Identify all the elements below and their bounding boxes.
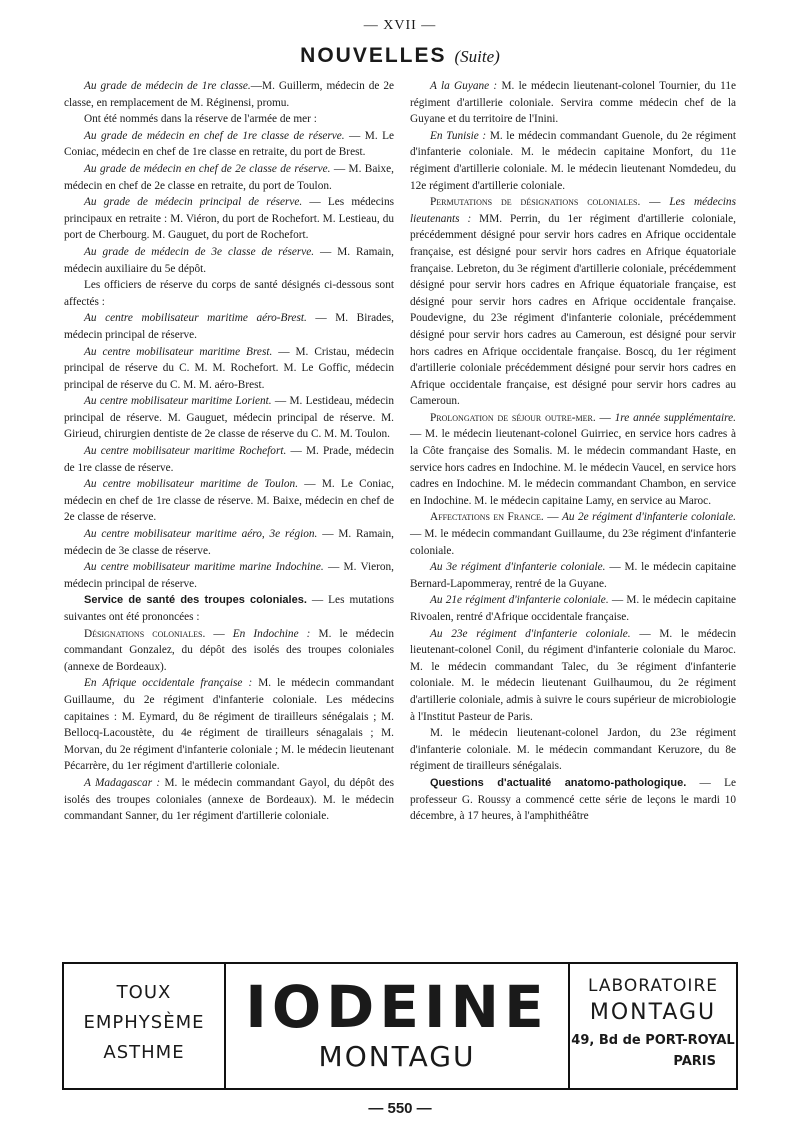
paragraph-text: — M. Vieron, médecin principal de réserve.	[64, 561, 394, 590]
paragraph-text: — Le professeur G. Roussy a commencé cette série de leçons le mardi 10 décembre, à 17 heures, à l'amphithéâtre	[410, 776, 736, 823]
paragraph-heading: Au grade de médecin de 1re classe.	[84, 80, 251, 92]
paragraph-heading: 1re année supplémentaire.	[614, 411, 736, 424]
paragraph	[64, 775, 394, 825]
paragraph-heading: Désignations coloniales.	[84, 627, 206, 640]
paragraph	[64, 476, 394, 526]
paragraph-text: M. le médecin commandant Gayol, du dépôt des isolés des troupes coloniales (annexe de Bordeaux). M. le médecin commandant Sanner, du 1er régiment d'artillerie coloniale.	[64, 776, 394, 823]
paragraph-text: M. le médecin commandant Guillaume, du 2e régiment d'infanterie coloniale. Les médecins capitaines : M. Eymard, du 8e régiment de tirailleurs sénégalais ; M. Bellocq-Lacoustète, du 4e régiment de tirailleurs sénagalais ; M. Morvan, du 2e régiment d'infanterie coloniale ; M. le médecin lieutenant Pécarrère, du 1er régiment d'artillerie coloniale.	[64, 677, 394, 773]
ad-indications	[64, 964, 226, 1088]
page-header-roman: — XVII —	[363, 18, 437, 33]
paragraph-heading: Affectations en France.	[430, 511, 544, 524]
paragraph	[64, 526, 394, 559]
paragraph	[64, 244, 394, 277]
paragraph-heading: Au grade de médecin en chef de 2e classe de réserve.	[84, 162, 331, 175]
paragraph	[64, 310, 394, 343]
paragraph-heading: Au grade de médecin de 3e classe de réserve.	[84, 245, 315, 258]
paragraph	[64, 393, 394, 443]
paragraph-text: — M. Ramain, médecin auxiliaire du 5e dépôt.	[64, 245, 394, 275]
paragraph-text: —	[640, 196, 670, 209]
paragraph-heading: Au 2e régiment d'infanterie coloniale.	[561, 511, 736, 524]
paragraph-heading: Au 21e régiment d'infanterie coloniale.	[430, 594, 609, 607]
paragraph-text: MM. Perrin, du 1er régiment d'artillerie coloniale, précédemment désigné pour servir hors cadres en Afrique occidentale française, est désigné pour servir hors cadres en Afrique équatoriale française. Lebreton, du 3e régiment d'artillerie coloniale, précédemment désigné pour servir hors cadres en Afrique équatoriale française, est désigné pour servir hors cadres en Afrique occidentale française. Poudevigne, du 23e régiment d'infanterie coloniale, précédemment désigné pour servir hors cadres au Cameroun, est désigné pour servir hors cadres en Afrique occidentale française. Boscq, du 1er régiment d'artillerie coloniale précédemment désigné pour servir hors cadres en Afrique occidentale française, est désigné pour servir hors cadres au Cameroun.	[410, 212, 736, 408]
paragraph-text: M. le médecin lieutenant-colonel Jardon, du 23e régiment d'infanterie coloniale. M. le médecin commandant Keruzore, du 8e régiment de tirailleurs sénégalais.	[410, 727, 736, 773]
paragraph-heading: Au centre mobilisateur maritime Lorient.	[84, 395, 272, 408]
paragraph	[410, 725, 736, 775]
paragraph-heading: A Madagascar :	[84, 776, 161, 789]
paragraph-text: Les officiers de réserve du corps de santé désignés ci-dessous sont affectés :	[64, 279, 394, 308]
ad-brand-name: IODEINE	[245, 973, 549, 1041]
paragraph-text: — M. Birades, médecin principal de réserve.	[64, 312, 394, 341]
ad-brand	[226, 964, 570, 1088]
paragraph-heading: Les médecins lieutenants :	[410, 196, 736, 225]
paragraph	[64, 277, 394, 310]
advertisement-box	[62, 962, 738, 1090]
paragraph-text: —	[543, 511, 562, 524]
paragraph-text: —M. Guillerm, médecin de 2e classe, en remplacement de M. Réginensi, promu.	[64, 80, 394, 109]
paragraph	[410, 626, 736, 726]
paragraph-heading: Au 3e régiment d'infanterie coloniale.	[430, 561, 606, 574]
paragraph	[410, 559, 736, 592]
paragraph-text: — M. Lestideau, médecin principal de réserve. M. Gauguet, médecin principal de réserve. M. Girieud, chirurgien dentiste de 2e classe de réserve du C. M. M. Toulon.	[64, 395, 394, 441]
paragraph-text: — M. Cristau, médecin principal de réserve du C. M. M. Rochefort. M. Le Goffic, médecin principal de réserve du C. M. M. aéro-Brest.	[64, 345, 394, 391]
paragraph	[64, 161, 394, 194]
paragraph	[410, 128, 736, 194]
paragraph-heading: En Tunisie :	[430, 129, 487, 142]
ad-lab-address: 49, Bd de PORT-ROYAL	[571, 1033, 735, 1048]
paragraph	[64, 194, 394, 244]
ad-indication-line: TOUX	[116, 982, 172, 1003]
paragraph-text: M. le médecin lieutenant-colonel Tournier, du 11e régiment d'artillerie coloniale. Servira comme médecin chef de la Guyane et du territoire de l'Inini.	[410, 80, 736, 126]
paragraph-heading: Service de santé des troupes coloniales.	[84, 594, 307, 607]
ad-indication-line: ASTHME	[103, 1042, 185, 1063]
ad-lab-label: LABORATOIRE	[588, 976, 718, 996]
paragraph-text: —	[595, 411, 615, 424]
paragraph-text: — M. Baixe, médecin en chef de 2e classe en retraite, du port de Toulon.	[64, 162, 394, 192]
ad-brand-sub: MONTAGU	[318, 1040, 476, 1073]
paragraph-text: — M. le médecin lieutenant-colonel Conil, du régiment d'infanterie coloniale du Maroc. M. le médecin commandant Talec, du 3e régiment d'infanterie coloniale. M. le médecin lieutenant Guilhaumou, du 2e régiment d'artillerie coloniale, admis à suivre le cours supérieur de microbiologie à l'Institut Pasteur de Paris.	[410, 627, 736, 723]
left-column	[64, 78, 394, 825]
right-column	[410, 78, 736, 825]
paragraph	[64, 128, 394, 161]
ad-indication-line: EMPHYSÈME	[83, 1012, 205, 1033]
paragraph-heading: Au centre mobilisateur maritime de Toulon.	[84, 478, 299, 491]
paragraph	[410, 194, 736, 410]
paragraph-text: — M. le médecin commandant Guillaume, du 23e régiment d'infanterie coloniale.	[410, 528, 736, 557]
paragraph-heading: Au centre mobilisateur maritime Brest.	[84, 345, 273, 358]
paragraph-text: — M. Le Coniac, médecin en chef de 1re classe de réserve. M. Baixe, médecin en chef de 2e classe de réserve.	[64, 478, 394, 524]
page-number: — 550 —	[368, 1100, 432, 1117]
paragraph	[64, 344, 394, 394]
section-title	[0, 44, 800, 68]
paragraph-text: Ont été nommés dans la réserve de l'armée de mer :	[84, 113, 317, 126]
paragraph	[410, 410, 736, 510]
paragraph	[410, 78, 736, 128]
paragraph-heading: Au centre mobilisateur maritime Rochefort.	[84, 445, 287, 458]
paragraph	[64, 626, 394, 676]
ad-laboratory	[570, 964, 736, 1088]
paragraph-heading: Au grade de médecin en chef de 1re classe de réserve.	[84, 129, 345, 142]
paragraph	[64, 675, 394, 775]
paragraph-text: — Les médecins principaux en retraite : M. Viéron, du port de Rochefort. M. Lestieau, du port de Cherbourg. M. Gauguet, du port de Rochefort.	[64, 196, 394, 242]
paragraph-heading: En Indochine :	[232, 627, 311, 640]
paragraph-heading: Au centre mobilisateur maritime aéro, 3e région.	[84, 528, 318, 541]
paragraph-text: M. le médecin commandant Guenole, du 2e régiment d'infanterie coloniale. M. le médecin capitaine Monfort, du 11e régiment d'artillerie coloniale. M. le médecin lieutenant Nomdedeu, du 12e régiment d'artillerie coloniale.	[410, 129, 737, 192]
paragraph-text: — M. le médecin lieutenant-colonel Guirriec, en service hors cadres à la Côte française des Somalis. M. le médecin commandant Haste, en service hors cadres en Indochine. M. le médecin Vaucel, en service hors cadres en Indochine. M. le médecin commandant Chambon, en service en Indochine. M. le médecin capitaine Lamy, en service au Maroc.	[410, 428, 736, 507]
paragraph	[64, 592, 394, 625]
paragraph-heading: Au centre mobilisateur maritime marine Indochine.	[84, 561, 324, 574]
section-title-suite: (Suite)	[454, 47, 500, 66]
paragraph	[64, 111, 394, 128]
paragraph	[410, 509, 736, 559]
ad-lab-name: MONTAGU	[589, 1000, 717, 1025]
ad-lab-city: PARIS	[673, 1054, 716, 1069]
paragraph	[410, 592, 736, 625]
paragraph	[64, 78, 394, 111]
paragraph-heading: Permutations de désignations coloniales.	[430, 196, 641, 209]
paragraph-heading: A la Guyane :	[430, 80, 498, 92]
paragraph-text: — M. Ramain, médecin de 3e classe de réserve.	[64, 528, 394, 557]
paragraph-text: — M. le médecin capitaine Bernard-Lapommeray, rentré de la Guyane.	[410, 561, 736, 590]
paragraph-text: — M. le médecin capitaine Rivoalen, rentré d'Afrique occidentale française.	[410, 594, 736, 623]
paragraph	[64, 559, 394, 592]
paragraph-text: —	[205, 627, 233, 640]
paragraph-heading: Prolongation de séjour outre-mer.	[430, 411, 596, 424]
paragraph-text: — Les mutations suivantes ont été prononcées :	[64, 594, 394, 623]
paragraph-text: — M. Le Coniac, médecin en chef de 1re classe en retraite, du port de Brest.	[64, 129, 394, 159]
paragraph-text: M. le médecin commandant Gonzalez, du dépôt des isolés des troupes coloniales (annexe de Bordeaux).	[64, 627, 395, 673]
paragraph	[64, 443, 394, 476]
section-title-main: NOUVELLES	[300, 44, 447, 67]
paragraph-heading: Au 23e régiment d'infanterie coloniale.	[430, 627, 631, 640]
paragraph	[410, 775, 736, 825]
paragraph-heading: En Afrique occidentale française :	[84, 677, 253, 690]
paragraph-text: — M. Prade, médecin de 1re classe de réserve.	[64, 445, 394, 474]
paragraph-heading: Au centre mobilisateur maritime aéro-Brest.	[84, 312, 307, 325]
paragraph-heading: Au grade de médecin principal de réserve.	[84, 196, 303, 209]
paragraph-heading: Questions d'actualité anatomo-pathologique.	[430, 776, 687, 789]
